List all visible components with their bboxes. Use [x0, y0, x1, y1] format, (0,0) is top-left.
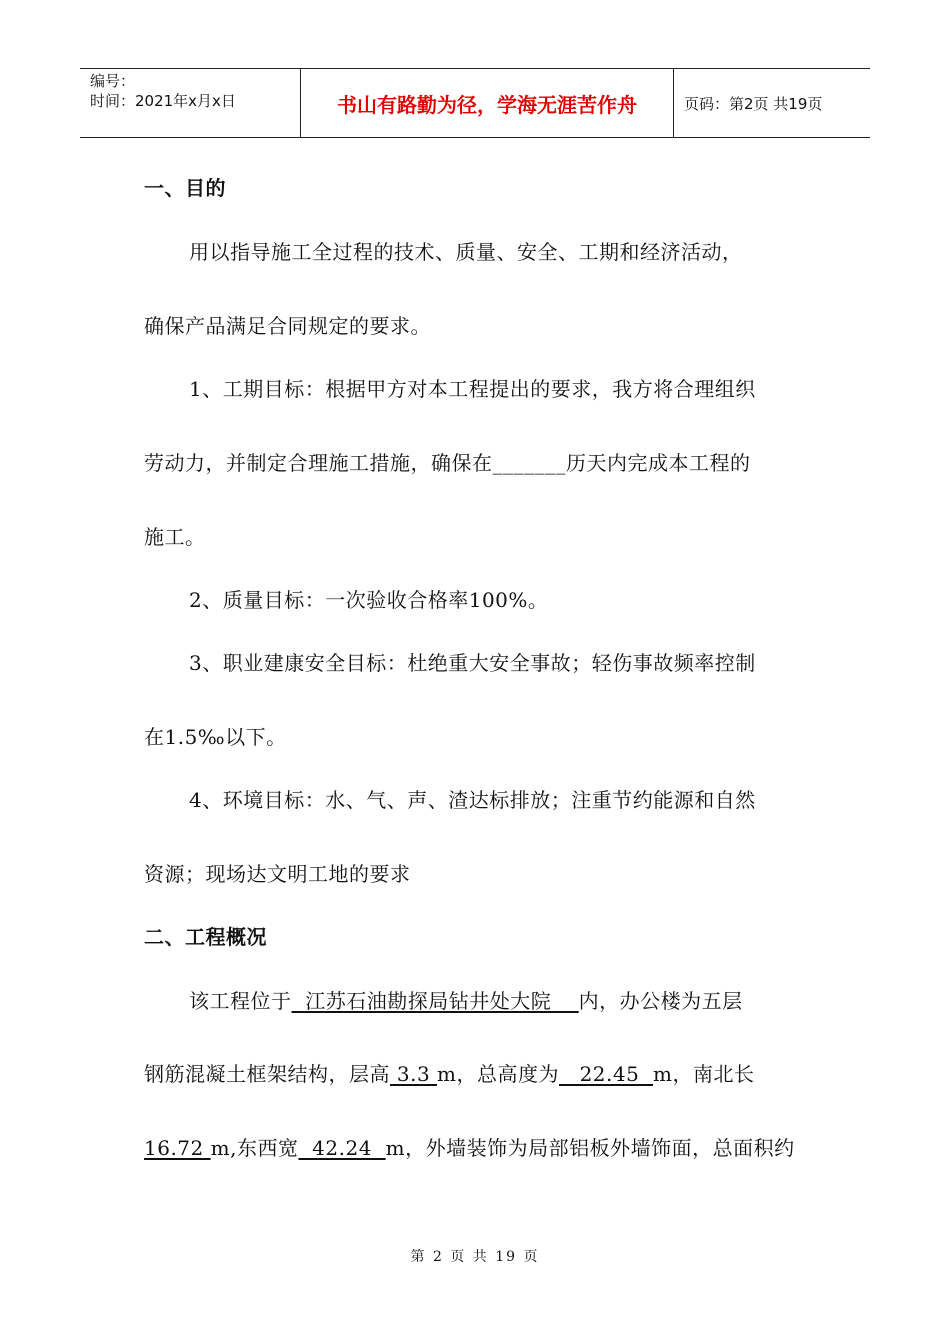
header-page-info: 页码：第2页 共19页: [684, 94, 823, 113]
paragraph-line: 用以指导施工全过程的技术、质量、安全、工期和经济活动，: [189, 240, 743, 264]
paragraph-line: [189, 985, 743, 1014]
paragraph-line: 4、环境目标：水、气、声、渣达标排放；注重节约能源和自然: [189, 788, 756, 812]
text-span: 该工程位于: [189, 989, 292, 1013]
fill-blank: _______: [492, 451, 566, 475]
underlined-length: 16.72: [144, 1136, 211, 1160]
text-span: m，外墙装饰为局部铝板外墙饰面，总面积约: [385, 1136, 795, 1160]
number-label: 编号：: [90, 72, 136, 90]
underlined-width: 42.24: [298, 1136, 386, 1160]
text-span: m，总高度为: [437, 1062, 559, 1086]
paragraph-line: 确保产品满足合同规定的要求。: [144, 314, 431, 338]
page-footer: 第 2 页 共 19 页: [410, 1249, 540, 1265]
paragraph-line: 在1.5‰以下。: [144, 725, 287, 749]
underlined-floor-height: 3.3: [390, 1062, 438, 1086]
header-meta: [80, 69, 301, 137]
header-motto: 书山有路勤为径，学海无涯苦作舟: [301, 69, 674, 137]
paragraph-line: [144, 1132, 795, 1161]
text-span: m，南北长: [653, 1062, 755, 1086]
underlined-location: 江苏石油勘探局钻井处大院: [291, 989, 579, 1013]
paragraph-line: [144, 1058, 755, 1087]
paragraph-line: 施工。: [144, 525, 206, 549]
text-span: 内，办公楼为五层: [578, 989, 743, 1013]
document-header: [80, 68, 870, 138]
underlined-total-height: 22.45: [559, 1062, 654, 1086]
text-span: 钢筋混凝土框架结构，层高: [144, 1062, 390, 1086]
date-label: 时间：2021年x月x日: [90, 92, 236, 110]
paragraph-line: 1、工期目标：根据甲方对本工程提出的要求，我方将合理组织: [189, 377, 756, 401]
text-span: m,东西宽: [210, 1136, 299, 1160]
section-heading-purpose: 一、目的: [144, 176, 226, 200]
text-span: 劳动力，并制定合理施工措施，确保在: [144, 451, 493, 475]
section-heading-overview: 二、工程概况: [144, 925, 267, 949]
text-span: 历天内完成本工程的: [566, 451, 751, 475]
paragraph-line: 资源；现场达文明工地的要求: [144, 862, 411, 886]
paragraph-line: 2、质量目标：一次验收合格率100%。: [189, 588, 549, 612]
paragraph-line: [144, 447, 751, 476]
paragraph-line: 3、职业建康安全目标：杜绝重大安全事故；轻伤事故频率控制: [189, 651, 756, 675]
